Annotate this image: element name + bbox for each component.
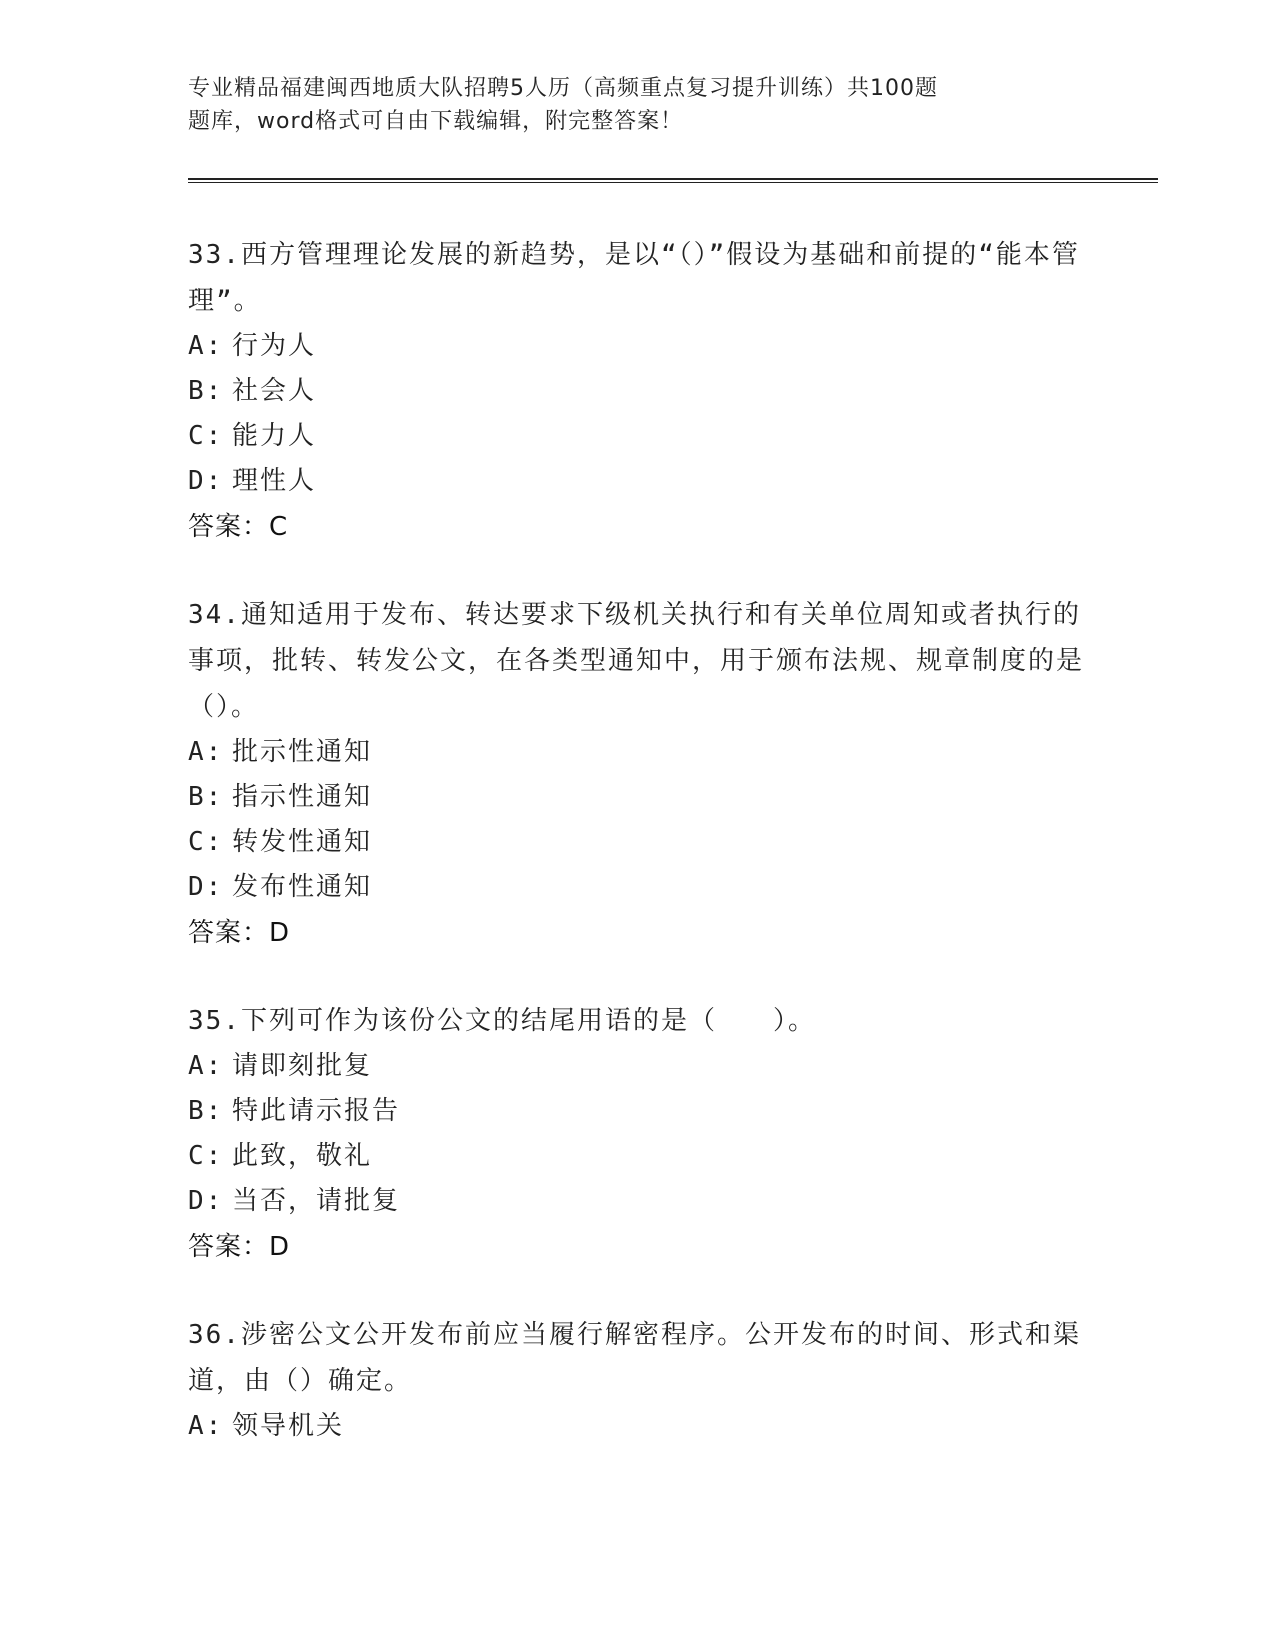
option-text: 能力人 xyxy=(232,421,317,451)
question-list xyxy=(188,232,1088,1491)
option-text: 当否，请批复 xyxy=(232,1186,401,1216)
option-a xyxy=(188,1044,1088,1089)
option-key: B: xyxy=(188,1096,224,1126)
option-c xyxy=(188,820,1088,865)
option-c xyxy=(188,1134,1088,1179)
option-key: D: xyxy=(188,872,224,902)
option-b xyxy=(188,369,1088,414)
question-34 xyxy=(188,592,1088,956)
option-text: 社会人 xyxy=(232,376,317,406)
question-33 xyxy=(188,232,1088,550)
option-key: C: xyxy=(188,827,224,857)
option-key: A: xyxy=(188,331,224,361)
option-text: 发布性通知 xyxy=(232,872,373,902)
question-36 xyxy=(188,1312,1088,1449)
option-key: C: xyxy=(188,1141,224,1171)
option-text: 特此请示报告 xyxy=(232,1096,401,1126)
header-divider xyxy=(188,178,1158,183)
option-text: 此致，敬礼 xyxy=(232,1141,373,1171)
option-text: 指示性通知 xyxy=(232,782,373,812)
question-text: 33.西方管理理论发展的新趋势，是以“（）”假设为基础和前提的“能本管理”。 xyxy=(188,240,1080,316)
option-text: 领导机关 xyxy=(232,1411,345,1441)
answer-line: 答案：D xyxy=(188,918,291,948)
question-text: 36.涉密公文公开发布前应当履行解密程序。公开发布的时间、形式和渠道，由（）确定。 xyxy=(188,1320,1081,1396)
question-35 xyxy=(188,998,1088,1270)
option-c xyxy=(188,414,1088,459)
option-a xyxy=(188,730,1088,775)
header-line-1: 专业精品福建闽西地质大队招聘5人历（高频重点复习提升训练）共100题 xyxy=(188,76,938,101)
option-b xyxy=(188,1089,1088,1134)
question-text: 35.下列可作为该份公文的结尾用语的是（ ）。 xyxy=(188,1006,816,1036)
option-key: D: xyxy=(188,466,224,496)
option-text: 请即刻批复 xyxy=(232,1051,373,1081)
option-key: A: xyxy=(188,737,224,767)
option-key: D: xyxy=(188,1186,224,1216)
option-text: 行为人 xyxy=(232,331,317,361)
option-text: 批示性通知 xyxy=(232,737,373,767)
option-key: C: xyxy=(188,421,224,451)
answer-line: 答案：D xyxy=(188,1232,291,1262)
option-d xyxy=(188,865,1088,910)
option-d xyxy=(188,1179,1088,1224)
option-d xyxy=(188,459,1088,504)
option-key: A: xyxy=(188,1051,224,1081)
question-text: 34.通知适用于发布、转达要求下级机关执行和有关单位周知或者执行的事项，批转、转发公文，在各类型通知中，用于颁布法规、规章制度的是（）。 xyxy=(188,600,1085,722)
option-a xyxy=(188,1404,1088,1449)
option-b xyxy=(188,775,1088,820)
option-key: B: xyxy=(188,782,224,812)
option-text: 转发性通知 xyxy=(232,827,373,857)
header-line-2: 题库，word格式可自由下载编辑，附完整答案！ xyxy=(188,109,684,134)
option-key: A: xyxy=(188,1411,224,1441)
document-header xyxy=(188,72,1018,138)
option-a xyxy=(188,324,1088,369)
answer-line: 答案：C xyxy=(188,512,289,542)
option-text: 理性人 xyxy=(232,466,317,496)
option-key: B: xyxy=(188,376,224,406)
